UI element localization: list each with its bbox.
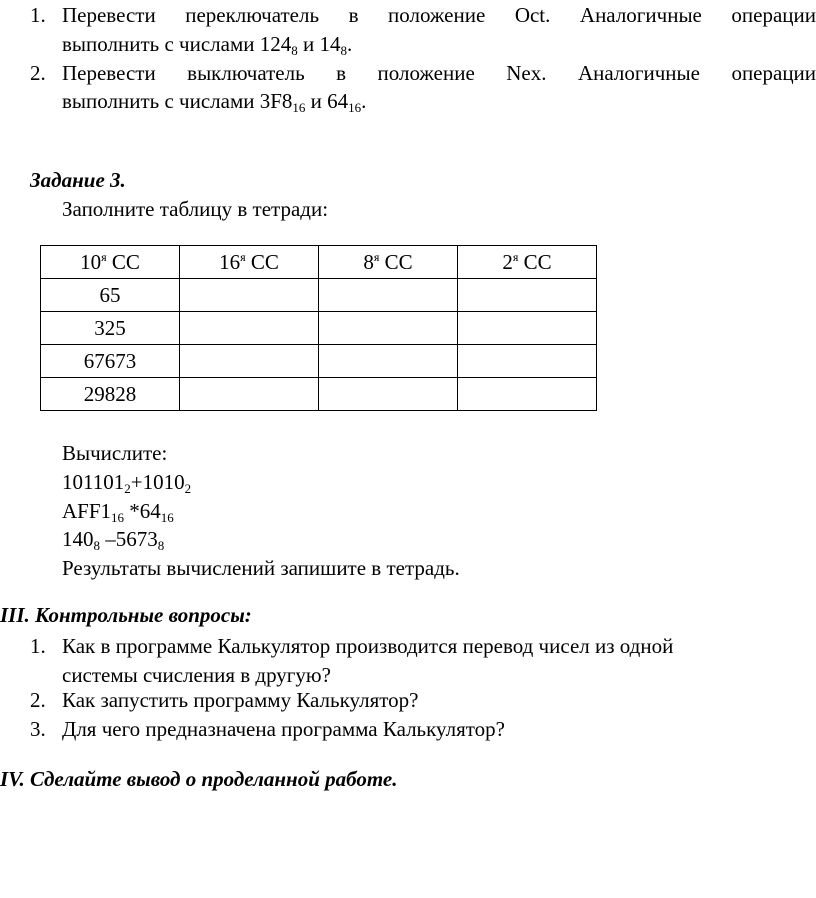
text: СС [518, 249, 552, 274]
question-3-line-1: Для чего предназначена программа Калькулятор? [62, 717, 505, 741]
subscript: 2 [184, 481, 192, 496]
question-2-number: 2. [30, 688, 46, 712]
text: и 64 [305, 89, 349, 113]
word: Перевести [62, 3, 156, 27]
question-1-line-1: Как в программе Калькулятор производится перевод чисел из одной [62, 634, 674, 658]
empty-cell [458, 312, 597, 345]
table-row [41, 345, 597, 378]
task-1-number: 1. [30, 3, 46, 27]
task-3-instruction: Заполните таблицу в тетради: [62, 197, 329, 221]
subscript: 16 [292, 100, 306, 115]
decimal-value-cell: 325 [41, 312, 180, 345]
subscript: 2 [124, 481, 131, 496]
empty-cell [180, 378, 319, 411]
decimal-value-cell: 29828 [41, 378, 180, 411]
text: 10 [80, 249, 102, 274]
calc-expression-3 [62, 527, 164, 552]
header-cell [180, 246, 319, 279]
word: Nex. [506, 61, 547, 85]
word: положение [377, 61, 475, 85]
word: Аналогичные [577, 61, 700, 85]
empty-cell [319, 312, 458, 345]
text: 140 [62, 527, 94, 551]
subscript: 8 [291, 43, 298, 58]
calc-expression-2 [62, 499, 174, 524]
table-row [41, 378, 597, 411]
superscript: я [240, 249, 246, 264]
text: СС [379, 249, 413, 274]
task-2-line-2 [62, 89, 366, 114]
text: СС [245, 249, 279, 274]
subscript: 16 [160, 510, 174, 525]
decimal-value-cell: 67673 [41, 345, 180, 378]
word: операции [731, 3, 816, 27]
text: *64 [124, 499, 161, 523]
question-1-number: 1. [30, 634, 46, 658]
word: Oct. [514, 3, 551, 27]
task-2-number: 2. [30, 61, 46, 85]
empty-cell [180, 345, 319, 378]
empty-cell [180, 279, 319, 312]
calc-expression-1 [62, 470, 191, 495]
task-3-heading: Задание 3. [30, 168, 126, 192]
word: в [336, 61, 347, 85]
empty-cell [458, 378, 597, 411]
decimal-value-cell: 65 [41, 279, 180, 312]
table-row [41, 279, 597, 312]
word: в [348, 3, 359, 27]
text: 101101 [62, 470, 125, 494]
superscript: я [512, 249, 519, 264]
text: . [361, 89, 367, 113]
empty-cell [319, 378, 458, 411]
subscript: 8 [93, 538, 100, 553]
text: выполнить с числами 3F8 [62, 89, 293, 113]
text: СС [106, 249, 140, 274]
header-cell [41, 246, 180, 279]
subscript: 8 [157, 538, 165, 553]
task-2-line-1 [62, 61, 816, 86]
text: +1010 [130, 470, 185, 494]
section-4-heading: IV. Сделайте вывод о проделанной работе. [0, 767, 398, 791]
text: 8 [363, 249, 374, 274]
table-row [41, 312, 597, 345]
task-1-line-1 [62, 3, 816, 28]
subscript: 8 [340, 43, 347, 58]
table-header-row [41, 246, 597, 279]
text: выполнить с числами 124 [62, 32, 292, 56]
word: переключатель [185, 3, 320, 27]
text: –5673 [100, 527, 158, 551]
empty-cell [180, 312, 319, 345]
task-1-line-2 [62, 32, 352, 57]
superscript: я [373, 249, 380, 264]
header-cell [458, 246, 597, 279]
question-2-line-1: Как запустить программу Калькулятор? [62, 688, 419, 712]
section-3-heading: III. Контрольные вопросы: [0, 603, 252, 627]
header-cell [319, 246, 458, 279]
text: 16 [219, 249, 241, 274]
text: 2 [502, 249, 513, 274]
word: Перевести [62, 61, 156, 85]
question-3-number: 3. [30, 717, 46, 741]
empty-cell [319, 279, 458, 312]
empty-cell [458, 279, 597, 312]
text: . [346, 32, 353, 56]
text: AFF1 [62, 499, 112, 523]
calc-result-note: Результаты вычислений запишите в тетрадь. [62, 556, 460, 580]
empty-cell [458, 345, 597, 378]
word: положение [388, 3, 486, 27]
empty-cell [319, 345, 458, 378]
word: выключатель [187, 61, 305, 85]
conversion-table [40, 245, 597, 411]
word: операции [731, 61, 816, 85]
text: и 14 [297, 32, 341, 56]
word: Аналогичные [579, 3, 702, 27]
calc-title: Вычислите: [62, 441, 168, 465]
subscript: 16 [111, 510, 125, 525]
superscript: я [101, 249, 107, 264]
question-1-line-2: системы счисления в другую? [62, 663, 331, 687]
subscript: 16 [348, 100, 362, 115]
